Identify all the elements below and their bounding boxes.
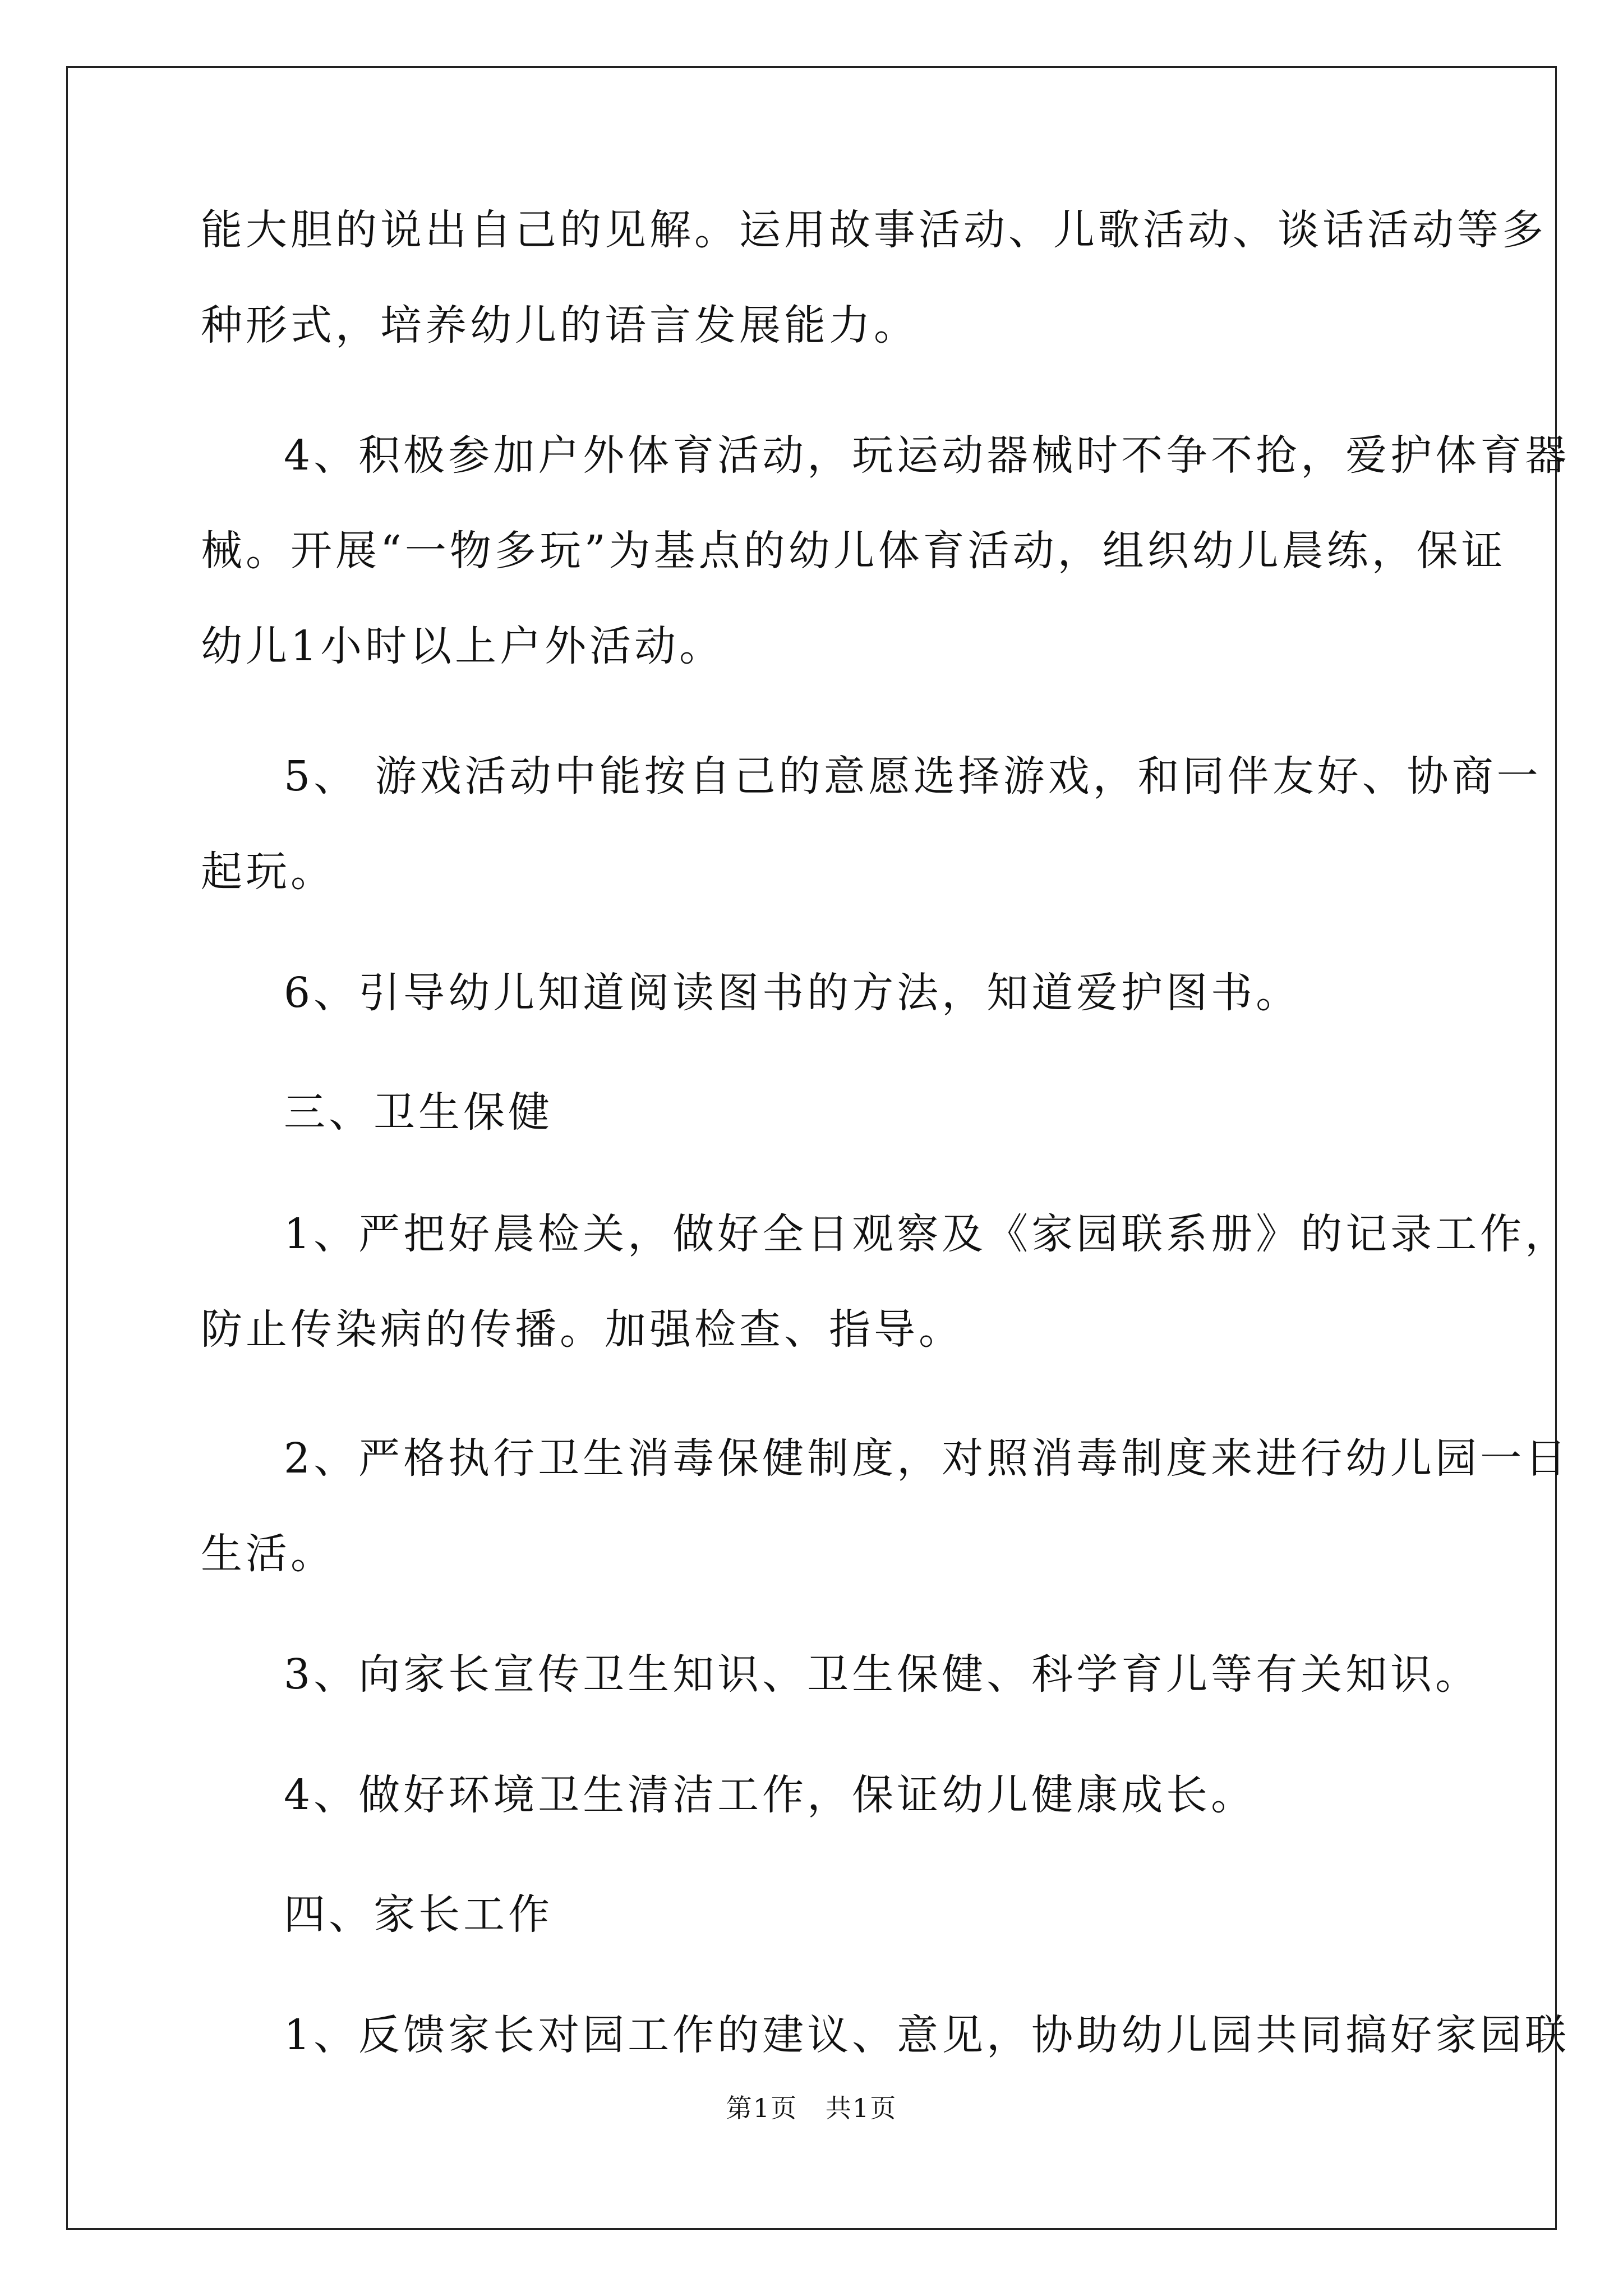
paragraph-line: 4、做好环境卫生清洁工作，保证幼儿健康成长。 <box>284 1771 1256 1819</box>
section-heading: 三、卫生保健 <box>284 1088 553 1137</box>
page-number-footer: 第1页 共1页 <box>726 2093 897 2123</box>
paragraph-line: 生活。 <box>201 1530 335 1578</box>
paragraph-line: 种形式，培养幼儿的语言发展能力。 <box>201 301 919 349</box>
paragraph-line: 5、 游戏活动中能按自己的意愿选择游戏，和同伴友好、协商一 <box>284 752 1542 800</box>
paragraph-line: 3、向家长宣传卫生知识、卫生保健、科学育儿等有关知识。 <box>284 1650 1481 1699</box>
section-heading: 四、家长工作 <box>284 1890 553 1939</box>
paragraph-line: 能大胆的说出自己的见解。运用故事活动、儿歌活动、谈话活动等多 <box>201 206 1547 254</box>
paragraph-line: 械。开展“一物多玩”为基点的幼儿体育活动，组织幼儿晨练，保证 <box>201 527 1506 575</box>
paragraph-line: 1、反馈家长对园工作的建议、意见，协助幼儿园共同搞好家园联 <box>284 2011 1570 2059</box>
paragraph-line: 2、严格执行卫生消毒保健制度，对照消毒制度来进行幼儿园一日 <box>284 1434 1570 1483</box>
paragraph-line: 幼儿1小时以上户外活动。 <box>201 622 725 670</box>
paragraph-line: 4、积极参加户外体育活动，玩运动器械时不争不抢，爱护体育器 <box>284 431 1570 480</box>
paragraph-line: 1、严把好晨检关，做好全日观察及《家园联系册》的记录工作， <box>284 1210 1570 1258</box>
paragraph-line: 起玩。 <box>201 848 335 896</box>
paragraph-line: 防止传染病的传播。加强检查、指导。 <box>201 1305 963 1354</box>
paragraph-line: 6、引导幼儿知道阅读图书的方法，知道爱护图书。 <box>284 969 1301 1017</box>
